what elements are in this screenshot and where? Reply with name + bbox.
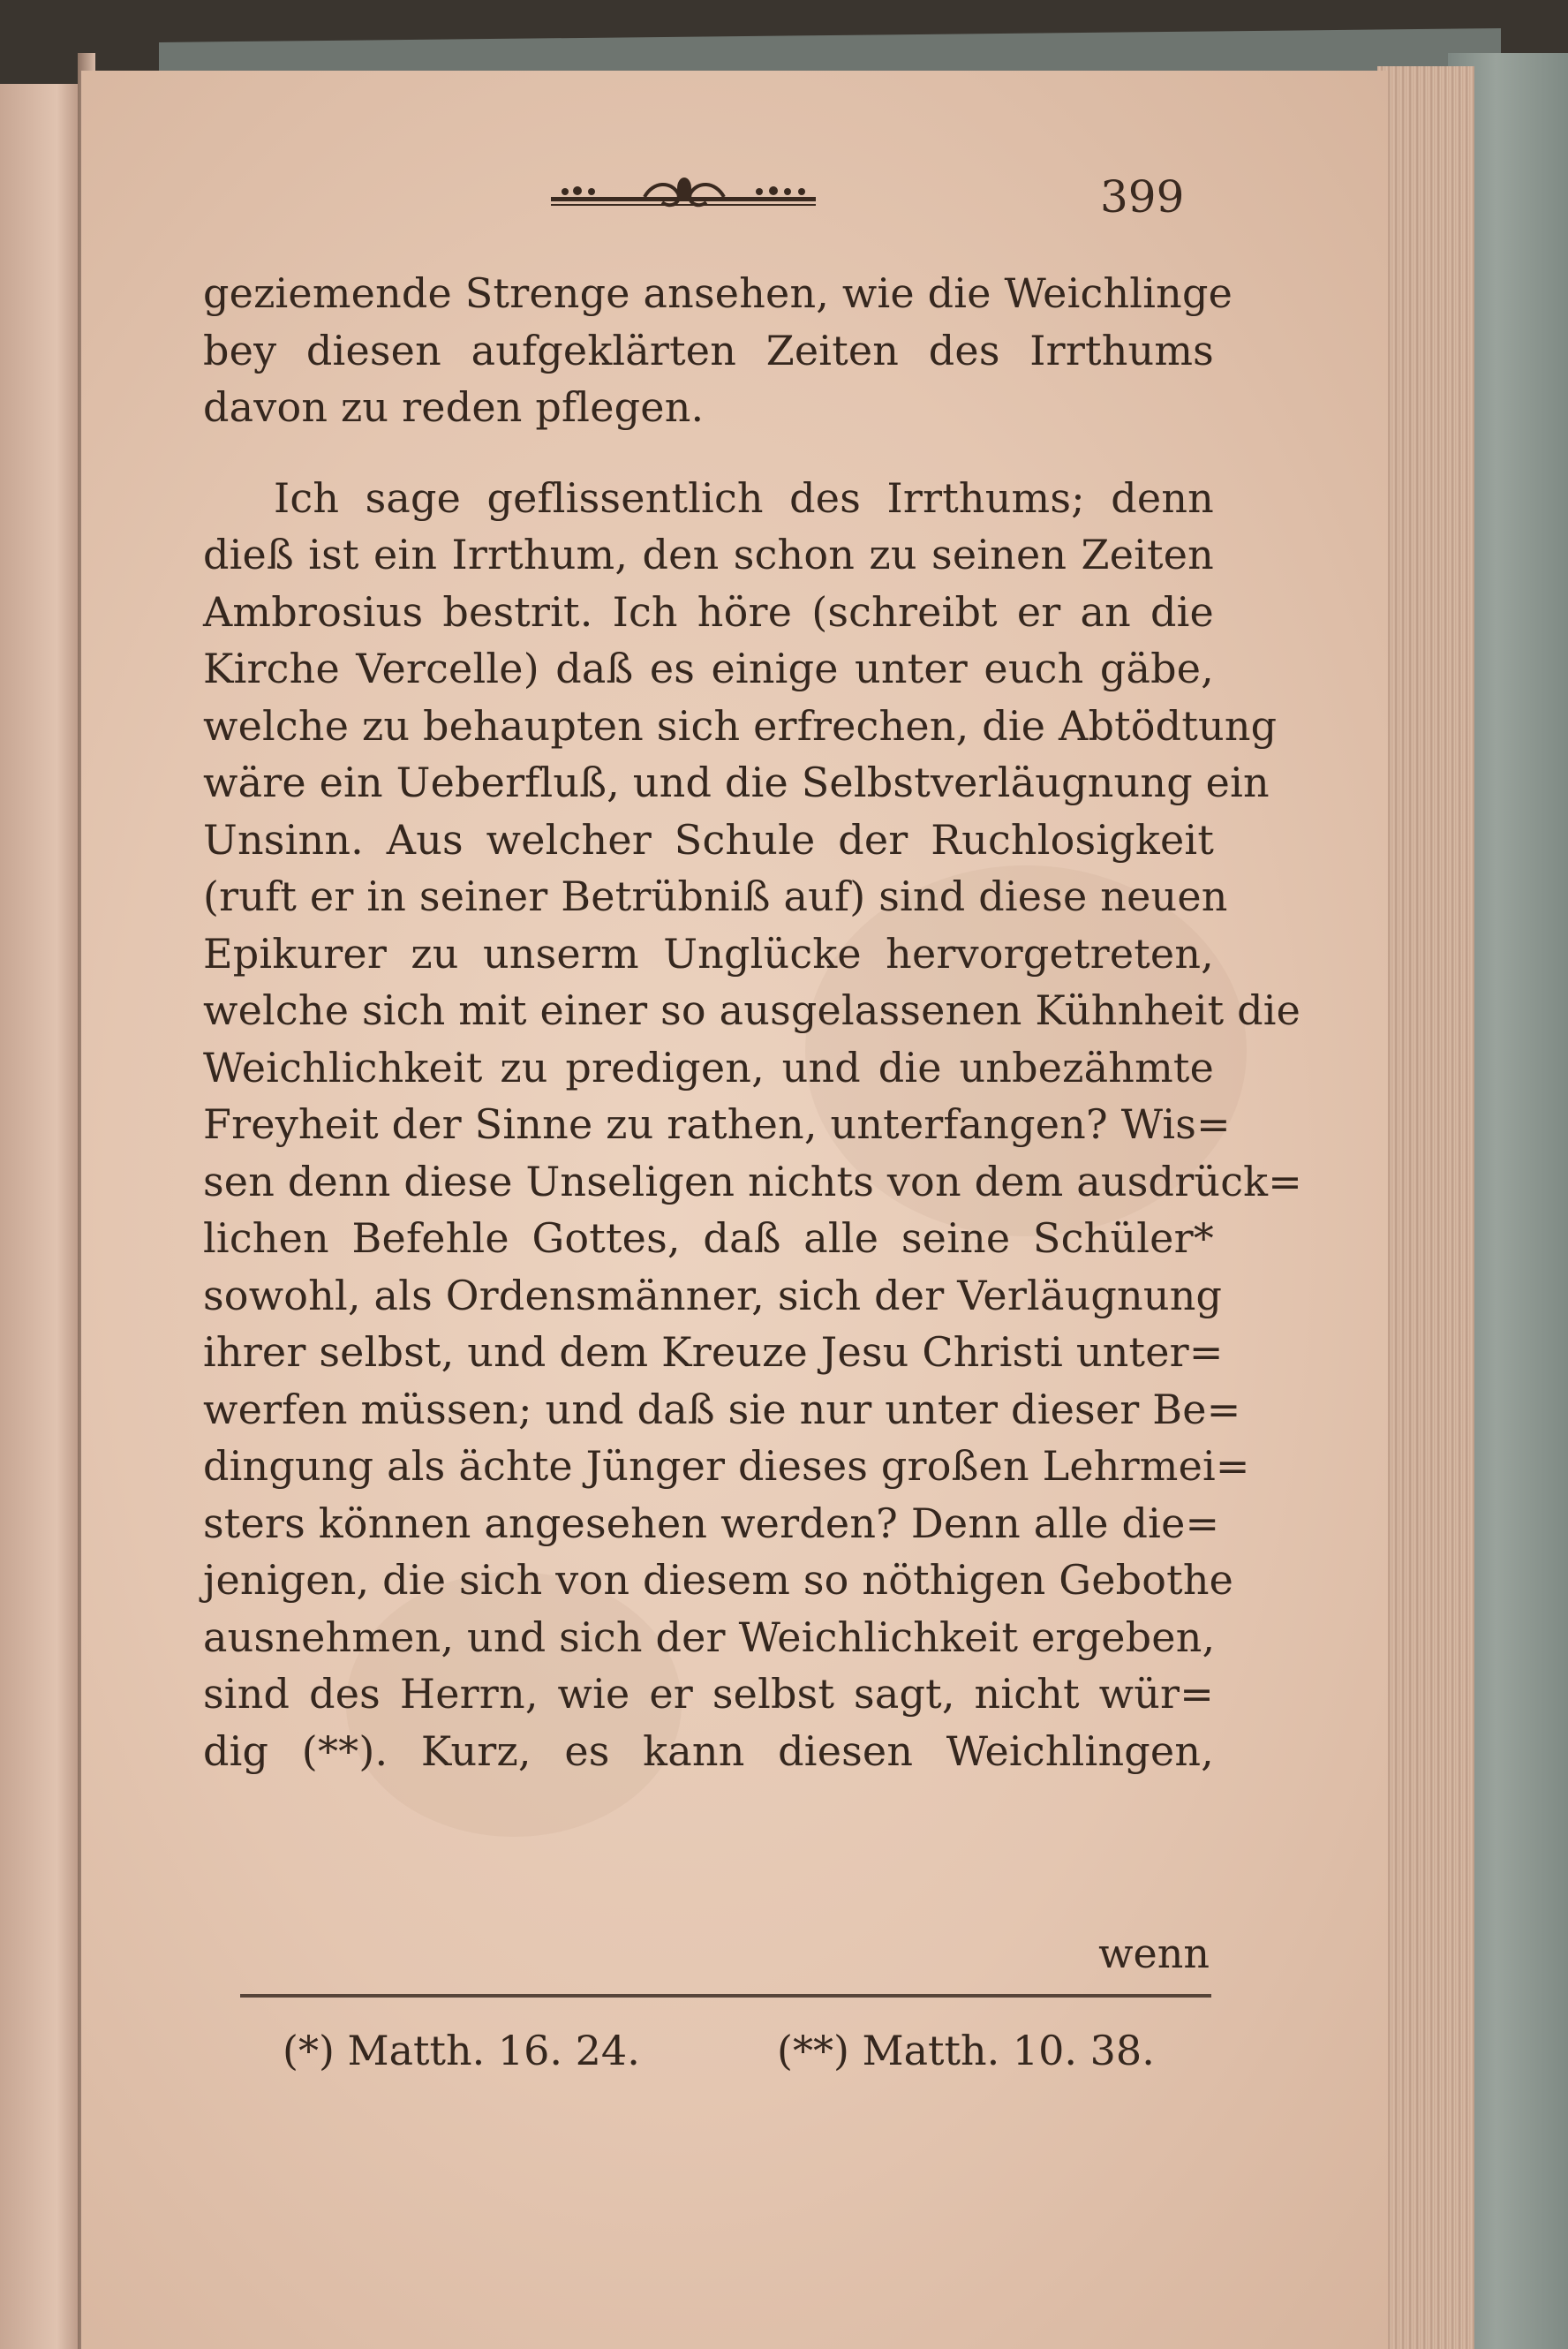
footnote: (*) Matth. 16. 24. xyxy=(283,2027,640,2074)
text-line: Epikurer zu unserm Unglücke hervorgetreten, xyxy=(203,929,1214,978)
catchword: wenn xyxy=(1098,1930,1210,1977)
text-line: ausnehmen, und sich der Weichlichkeit ergeben, xyxy=(203,1613,1216,1661)
footnote-rule xyxy=(240,1994,1211,1998)
text-line: bey diesen aufgeklärten Zeiten des Irrthums xyxy=(203,326,1214,374)
text-line: sind des Herrn, wie er selbst sagt, nicht wür= xyxy=(203,1670,1214,1718)
text-line: Unsinn. Aus welcher Schule der Ruchlosigkeit xyxy=(203,815,1214,864)
body-text xyxy=(203,265,1302,1779)
text-line: sters können angesehen werden? Denn alle die= xyxy=(203,1499,1220,1547)
paragraph-gap xyxy=(203,436,1214,470)
text-line: sowohl, als Ordensmänner, sich der Verläugnung xyxy=(203,1271,1223,1319)
previous-page-edge xyxy=(0,84,81,2349)
text-line: (ruft er in seiner Betrübniß auf) sind diese neuen xyxy=(203,872,1228,920)
paragraph xyxy=(203,265,1233,436)
text-line: welche sich mit einer so ausgelassenen Kühnheit die xyxy=(203,986,1301,1034)
text-line: davon zu reden pflegen. xyxy=(203,383,705,431)
text-line: dig (**). Kurz, es kann diesen Weichlingen, xyxy=(203,1726,1214,1775)
text-line: wäre ein Ueberfluß, und die Selbstverläugnung ein xyxy=(203,759,1270,806)
text-line: dieß ist ein Irrthum, den schon zu seinen Zeiten xyxy=(203,531,1214,578)
text-line: werfen müssen; und daß sie nur unter dieser Be= xyxy=(203,1385,1241,1433)
text-line: Kirche Vercelle) daß es einige unter euch gäbe, xyxy=(203,645,1214,692)
paragraph xyxy=(203,470,1302,1780)
text-line: ihrer selbst, und dem Kreuze Jesu Christi unter= xyxy=(203,1328,1224,1376)
text-line: lichen Befehle Gottes, daß alle seine Schüler* xyxy=(203,1214,1214,1262)
text-line: Freyheit der Sinne zu rathen, unterfangen? Wis= xyxy=(203,1100,1231,1148)
text-line: Ambrosius bestrit. Ich höre (schreibt er an die xyxy=(203,587,1214,636)
text-line: dingung als ächte Jünger dieses großen Lehrmei= xyxy=(203,1442,1250,1490)
page-header xyxy=(547,172,1183,225)
text-line: welche zu behaupten sich erfrechen, die Abtödtung xyxy=(203,701,1278,750)
footnote: (**) Matth. 10. 38. xyxy=(777,2027,1155,2074)
page-number: 399 xyxy=(1100,171,1185,223)
page-edges xyxy=(1377,66,1474,2349)
text-line: geziemende Strenge ansehen, wie die Weichlinge xyxy=(203,269,1233,317)
text-line: Weichlichkeit zu predigen, und die unbezähmte xyxy=(203,1043,1214,1091)
footnotes xyxy=(283,2024,1218,2077)
text-line: jenigen, die sich von diesem so nöthigen Gebothe xyxy=(203,1556,1234,1604)
text-line: sen denn diese Unseligen nichts von dem ausdrück= xyxy=(203,1157,1302,1205)
text-line: Ich sage geflissentlich des Irrthums; denn xyxy=(274,473,1214,522)
ornament-icon xyxy=(547,176,821,215)
